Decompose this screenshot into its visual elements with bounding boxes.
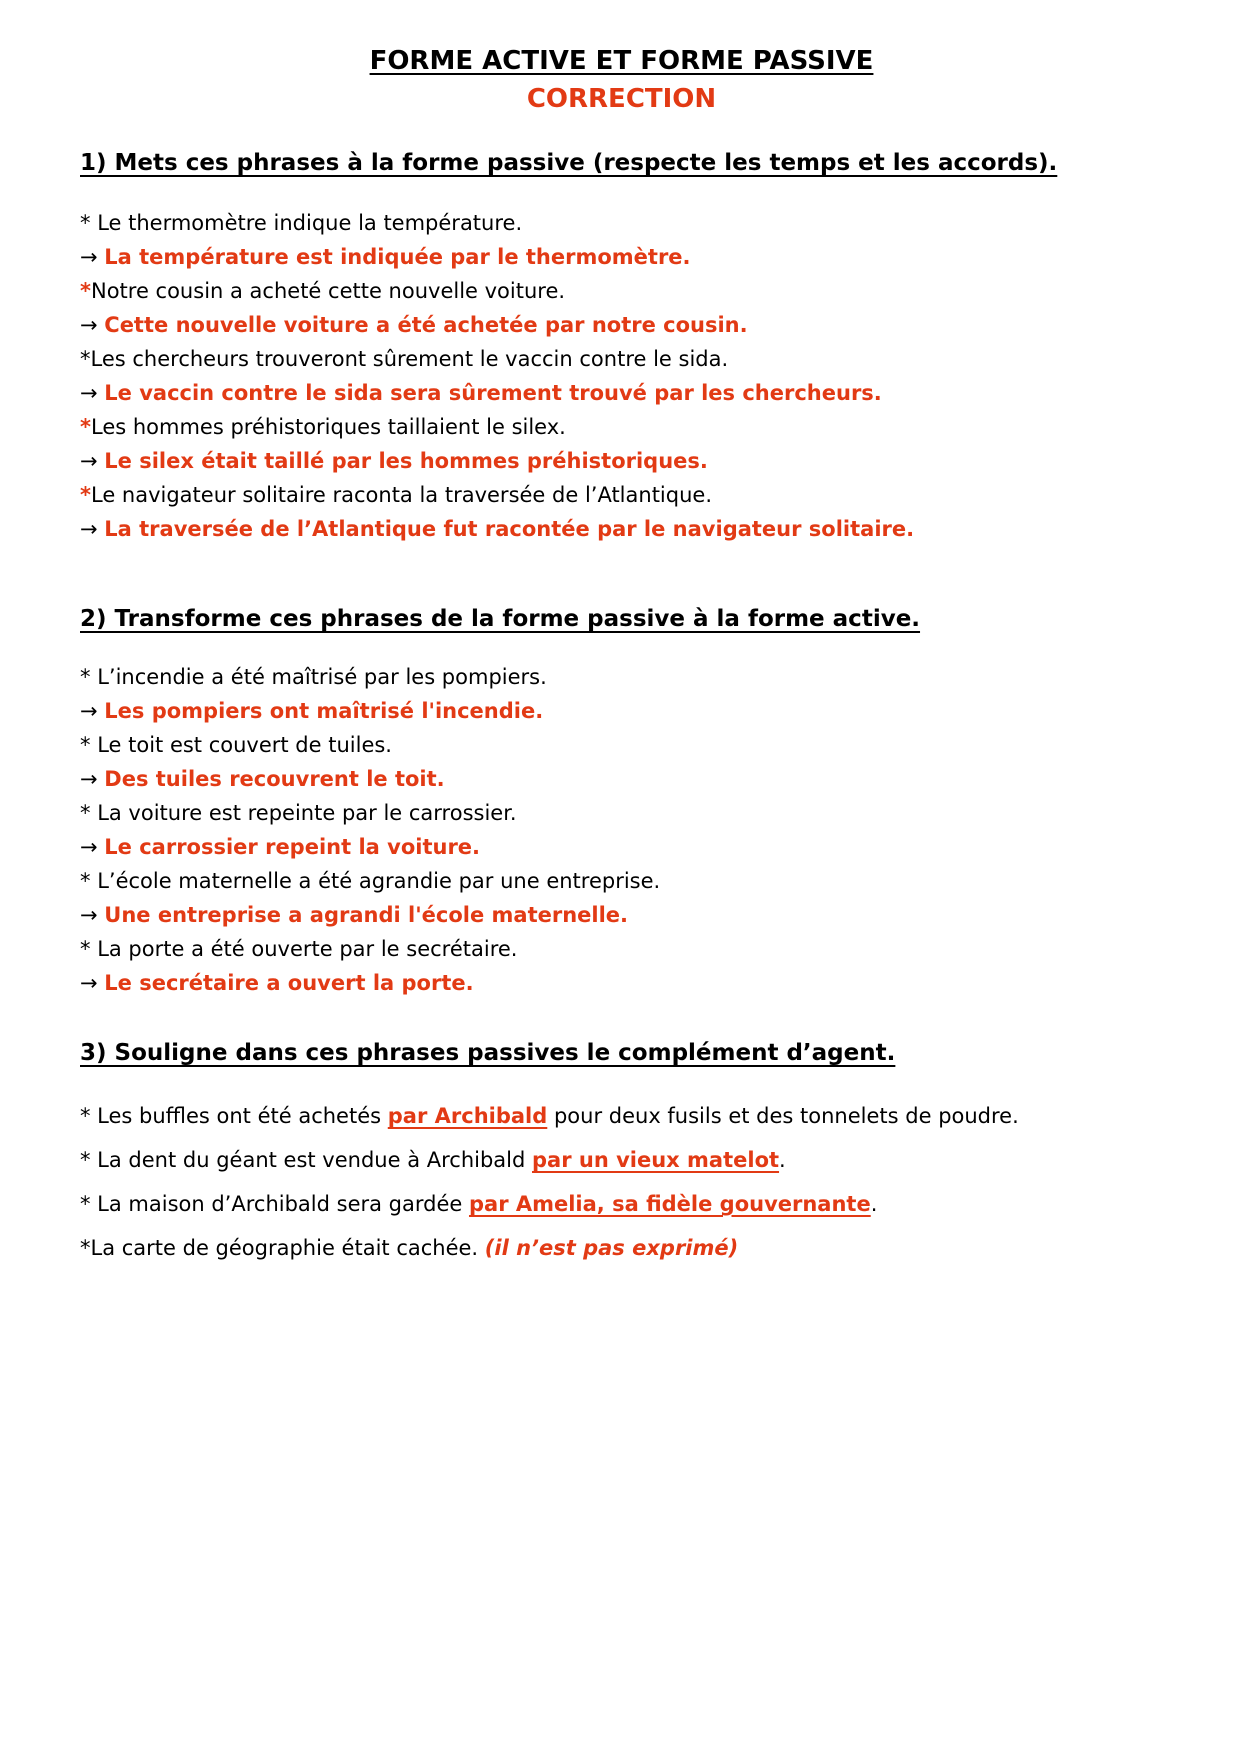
sentence-text: . — [779, 1148, 786, 1172]
asterisk-marker: * — [80, 211, 98, 235]
arrow-icon: → — [80, 971, 105, 995]
teacher-note: (il n’est pas exprimé) — [484, 1236, 739, 1260]
arrow-icon: → — [80, 313, 105, 337]
agent-complement: par Amelia, sa fidèle gouvernante — [468, 1192, 871, 1216]
question-text: Le toit est couvert de tuiles. — [97, 733, 392, 757]
answer-text: Les pompiers ont maîtrisé l'incendie. — [104, 699, 544, 723]
answer-sentence — [80, 308, 1163, 342]
answer-sentence — [80, 444, 1163, 478]
answer-sentence — [80, 240, 1163, 274]
arrow-icon: → — [80, 449, 105, 473]
section-heading-text: 2) Transforme ces phrases de la forme passive à la forme active. — [80, 606, 921, 632]
question-text: La voiture est repeinte par le carrossier. — [97, 801, 517, 825]
document-subtitle: CORRECTION — [526, 84, 717, 114]
sentence-with-agent — [80, 1226, 1163, 1270]
answer-text: La température est indiquée par le thermomètre. — [104, 245, 691, 269]
agent-complement: par un vieux matelot — [532, 1148, 780, 1172]
question-text: L’incendie a été maîtrisé par les pompiers. — [97, 665, 547, 689]
question-sentence — [80, 410, 1163, 444]
sentence-text: *La carte de géographie était cachée. — [80, 1236, 485, 1260]
answer-sentence — [80, 376, 1163, 410]
question-text: Les chercheurs trouveront sûrement le vaccin contre le sida. — [90, 347, 729, 371]
arrow-icon: → — [80, 767, 105, 791]
question-text: La porte a été ouverte par le secrétaire. — [97, 937, 518, 961]
agent-complement: par Archibald — [387, 1104, 548, 1128]
arrow-icon: → — [80, 381, 105, 405]
question-sentence — [80, 728, 1163, 762]
section-heading — [80, 602, 1163, 636]
exercise-section-2 — [80, 602, 1163, 1000]
answer-sentence — [80, 898, 1163, 932]
question-sentence — [80, 206, 1163, 240]
sentence-text: * La dent du géant est vendue à Archibald — [80, 1148, 533, 1172]
question-sentence — [80, 660, 1163, 694]
question-text: Les hommes préhistoriques taillaient le silex. — [90, 415, 566, 439]
question-sentence — [80, 342, 1163, 376]
answer-text: Des tuiles recouvrent le toit. — [104, 767, 445, 791]
answer-text: Cette nouvelle voiture a été achetée par notre cousin. — [104, 313, 748, 337]
sentence-text: . — [870, 1192, 878, 1216]
answer-text: La traversée de l’Atlantique fut racontée par le navigateur solitaire. — [104, 517, 915, 541]
question-sentence — [80, 274, 1163, 308]
asterisk-marker: * — [80, 415, 91, 439]
arrow-icon: → — [80, 699, 105, 723]
question-text: Le thermomètre indique la température. — [97, 211, 523, 235]
question-text: Le navigateur solitaire raconta la traversée de l’Atlantique. — [90, 483, 713, 507]
document-title — [80, 44, 1163, 78]
asterisk-marker: * — [80, 801, 98, 825]
exercise-section-3 — [80, 1036, 1163, 1270]
answer-sentence — [80, 694, 1163, 728]
sentence-text: pour deux fusils et des tonnelets de poudre. — [547, 1104, 1019, 1128]
asterisk-marker: * — [80, 937, 98, 961]
answer-text: Le silex était taillé par les hommes préhistoriques. — [104, 449, 708, 473]
section-heading-text: 3) Souligne dans ces phrases passives le complément d’agent. — [80, 1040, 896, 1066]
question-text: Notre cousin a acheté cette nouvelle voiture. — [90, 279, 566, 303]
answer-sentence — [80, 512, 1163, 546]
answer-sentence — [80, 830, 1163, 864]
sentence-text: * Les buffles ont été achetés — [80, 1104, 388, 1128]
arrow-icon: → — [80, 903, 105, 927]
answer-text: Le carrossier repeint la voiture. — [104, 835, 481, 859]
section-heading — [80, 146, 1163, 180]
asterisk-marker: * — [80, 869, 98, 893]
question-sentence — [80, 796, 1163, 830]
answer-sentence — [80, 966, 1163, 1000]
section-heading-text: 1) Mets ces phrases à la forme passive (respecte les temps et les accords). — [80, 150, 1058, 176]
sentence-text: * La maison d’Archibald sera gardée — [80, 1192, 469, 1216]
asterisk-marker: * — [80, 665, 98, 689]
sentence-with-agent — [80, 1094, 1163, 1138]
sentence-with-agent — [80, 1182, 1163, 1226]
sentence-with-agent — [80, 1138, 1163, 1182]
arrow-icon: → — [80, 835, 105, 859]
sections-container — [80, 146, 1163, 1270]
answer-text: Une entreprise a agrandi l'école maternelle. — [104, 903, 629, 927]
answer-sentence — [80, 762, 1163, 796]
asterisk-marker: * — [80, 483, 91, 507]
section-heading — [80, 1036, 1163, 1070]
arrow-icon: → — [80, 517, 105, 541]
question-sentence — [80, 478, 1163, 512]
asterisk-marker: * — [80, 347, 91, 371]
arrow-icon: → — [80, 245, 105, 269]
question-sentence — [80, 932, 1163, 966]
document-title-text: FORME ACTIVE ET FORME PASSIVE — [369, 46, 874, 76]
answer-text: Le vaccin contre le sida sera sûrement trouvé par les chercheurs. — [104, 381, 882, 405]
exercise-section-1 — [80, 146, 1163, 546]
answer-text: Le secrétaire a ouvert la porte. — [104, 971, 474, 995]
question-sentence — [80, 864, 1163, 898]
asterisk-marker: * — [80, 279, 91, 303]
asterisk-marker: * — [80, 733, 98, 757]
question-text: L’école maternelle a été agrandie par une entreprise. — [97, 869, 661, 893]
